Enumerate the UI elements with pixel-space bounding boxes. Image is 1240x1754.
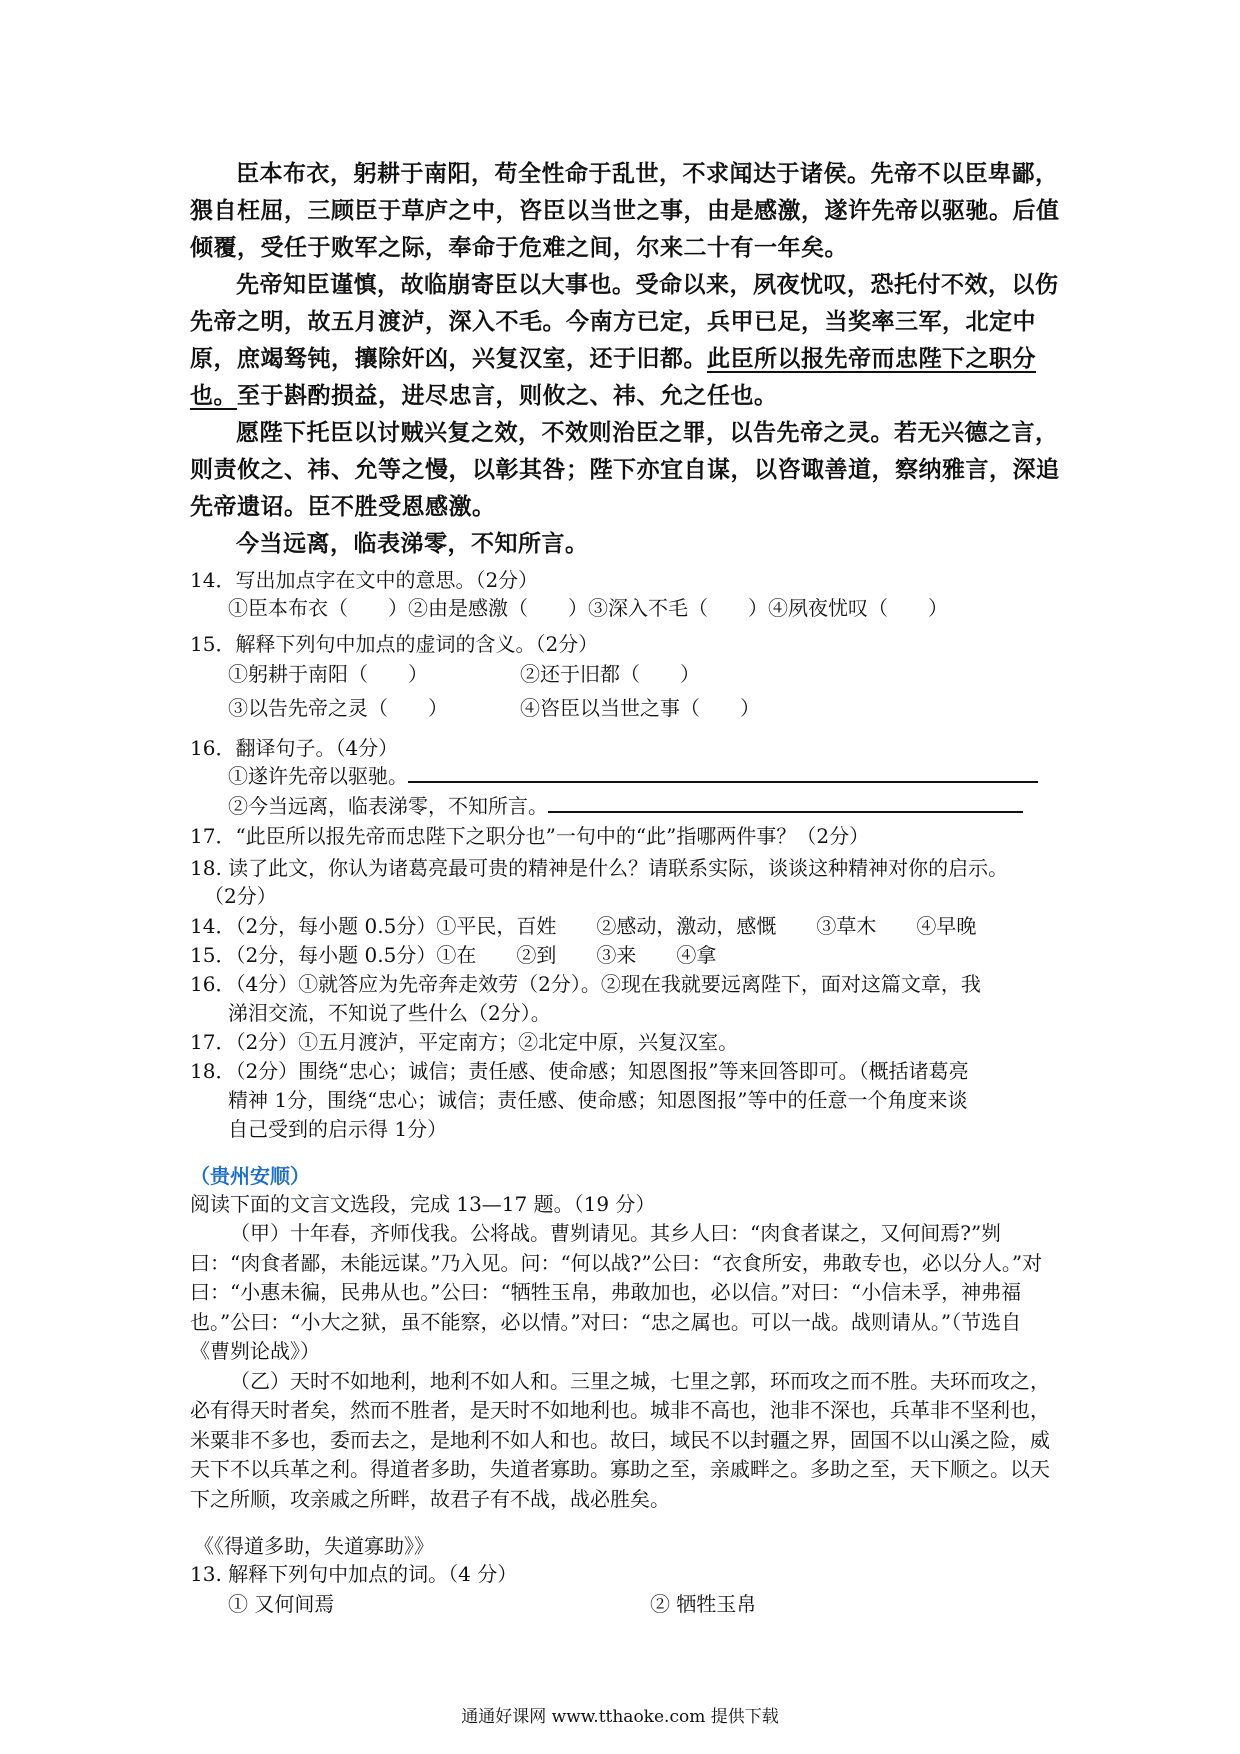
passage-paragraph-1: 臣本布衣，躬耕于南阳，苟全性命于乱世，不求闻达于诸侯。先帝不以臣卑鄙，猥自枉屈，三顾臣于草庐之中，咨臣以当世之事，由是感激，遂许先帝以驱驰。后值倾覆，受任于败军之际，奉命于危难之间，尔来二十有一年矣。: [190, 161, 1060, 261]
question-16-sentence-1: [228, 762, 1038, 790]
question-15-item-1: ①躬耕于南阳（ ）: [228, 662, 428, 686]
passage-yi-source: 《《得道多助，失道寡助》》: [194, 1534, 434, 1558]
underlined-sentence: 此臣所以报先帝而忠陛下之职分也。: [190, 346, 1036, 409]
question-14: 14．写出加点字在文中的意思。（2分）: [190, 568, 539, 592]
passage-paragraph-2-a: 先帝知臣谨慎，故临崩寄臣以大事也。受命以来，夙夜忧叹，恐托付不效，以伤先帝之明，故五月渡泸，深入不毛。今南方已定，兵甲已足，当奖率三军，北定中原，庶竭驽钝，攘除奸凶，兴复汉室，还于旧都。: [190, 272, 1059, 372]
answer-line-2[interactable]: [548, 793, 1023, 813]
question-15-item-4: ④咨臣以当世之事（ ）: [520, 696, 760, 720]
question-18: 18. 读了此文，你认为诸葛亮最可贵的精神是什么？请联系实际，谈谈这种精神对你的启示。: [190, 856, 1009, 880]
answer-18-line-2: 精神 1分，围绕“忠心；诚信；责任感、使命感；知恩图报”等中的任意一个角度来谈: [228, 1088, 968, 1112]
answer-18-line-3: 自己受到的启示得 1分）: [228, 1117, 448, 1141]
passage-jia: （甲）十年春，齐师伐我。公将战。曹刿请见。其乡人曰：“肉食者谋之，又何间焉?”刿曰：“肉食者鄙，未能远谋。”乃入见。问：“何以战?”公曰：“衣食所安，弗敢专也，必以分人。”对曰：“小惠未徧，民弗从也。”公曰：“牺牲玉帛，弗敢加也，必以信。”对曰：“小信未孚，神弗福也。”公曰：“小大之狱，虽不能察，必以情。”对曰：“忠之属也。可以一战。战则请从。”（节选自《曹刿论战》）: [190, 1221, 1043, 1363]
answer-16-line-2: 涕泪交流，不知说了些什么（2分）。: [228, 1001, 551, 1025]
question-15: 15．解释下列句中加点的虚词的含义。（2分）: [190, 632, 599, 656]
answer-14: 14．（2分，每小题 0.5分）①平民，百姓 ②感动，激动，感慨 ③草木 ④早晚: [190, 914, 977, 938]
question-13-item-2: ② 牺牲玉帛: [650, 1592, 757, 1616]
section-instruction: 阅读下面的文言文选段，完成 13—17 题。（19 分）: [190, 1192, 656, 1216]
question-15-item-2: ②还于旧都（ ）: [520, 662, 700, 686]
question-16: 16．翻译句子。（4分）: [190, 736, 399, 760]
passage-chushibiao: [190, 156, 1060, 563]
passage-paragraph-2: [190, 267, 1060, 415]
answer-16-line-1: 16．（4分）①就答应为先帝奔走效劳（2分）。②现在我就要远离陛下，面对这篇文章，我: [190, 972, 981, 996]
question-15-item-3: ③以告先帝之灵（ ）: [228, 696, 448, 720]
question-16-sentence-2: [228, 792, 1023, 820]
question-16-sentence-1-text: ①遂许先帝以驱驰。: [228, 764, 408, 788]
answer-17: 17．（2分）①五月渡泸，平定南方；②北定中原，兴复汉室。: [190, 1030, 739, 1054]
region-heading: （贵州安顺）: [190, 1164, 310, 1188]
passage-paragraph-3: 愿陛下托臣以讨贼兴复之效，不效则治臣之罪，以告先帝之灵。若无兴德之言，则责攸之、祎、允等之慢，以彰其咎；陛下亦宜自谋，以咨诹善道，察纳雅言，深追先帝遗诏。臣不胜受恩感激。: [190, 420, 1060, 520]
answer-line-1[interactable]: [408, 763, 1038, 783]
question-16-sentence-2-text: ②今当远离，临表涕零，不知所言。: [228, 794, 548, 818]
passage-yi: （乙）天时不如地利，地利不如人和。三里之城，七里之郭，环而攻之而不胜。夫环而攻之，必有得天时者矣，然而不胜者，是天时不如地利也。城非不高也，池非不深也，兵革非不坚利也，米粟非不多也，委而去之，是地利不如人和也。故曰，域民不以封疆之界，固国不以山溪之险，威天下不以兵革之利。得道者多助，失道者寡助。寡助之至，亲戚畔之。多助之至，天下顺之。以天下之所顺，攻亲戚之所畔，故君子有不战，战必胜矣。: [190, 1368, 1050, 1511]
answer-15: 15．（2分，每小题 0.5分）①在 ②到 ③来 ④拿: [190, 943, 717, 967]
question-17: 17．“此臣所以报先帝而忠陛下之职分也”一句中的“此”指哪两件事？（2分）: [190, 824, 870, 848]
question-13: 13. 解释下列句中加点的词。（4 分）: [190, 1562, 518, 1586]
answer-18-line-1: 18．（2分）围绕“忠心；诚信；责任感、使命感；知恩图报”等来回答即可。（概括诸葛亮: [190, 1059, 969, 1083]
question-14-items: ①臣本布衣（ ）②由是感激（ ）③深入不毛（ ）④夙夜忧叹（ ）: [228, 596, 948, 620]
page-footer: 通通好课网 www.tthaoke.com 提供下载: [461, 1707, 779, 1727]
passage-paragraph-4: 今当远离，临表涕零，不知所言。: [236, 531, 589, 557]
question-18-score: （2分）: [204, 884, 277, 908]
question-13-item-1: ① 又何间焉: [228, 1592, 335, 1616]
passage-cao-gui: [190, 1219, 1060, 1514]
passage-paragraph-2-b: 至于斟酌损益，进尽忠言，则攸之、祎、允之任也。: [237, 383, 778, 409]
